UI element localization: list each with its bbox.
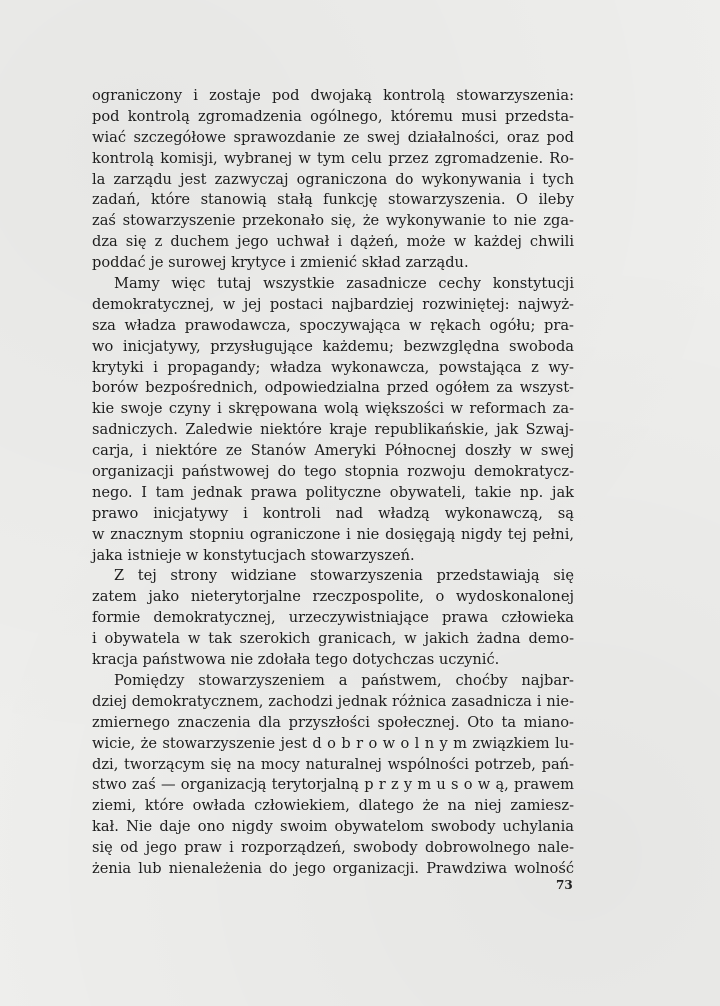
text-line: zaś stowarzyszenie przekonało się, że wykonywanie to nie zga- (92, 212, 574, 230)
text-line: pod kontrolą zgromadzenia ogólnego, któremu musi przedsta- (92, 107, 574, 125)
text-line: kontrolą komisji, wybranej w tym celu przez zgromadzenie. Ro- (92, 149, 574, 167)
text-line: dziej demokratycznem, zachodzi jednak różnica zasadnicza i nie- (92, 692, 574, 710)
text-line: i obywatela w tak szerokich granicach, w jakich żadna demo- (92, 630, 574, 648)
text-line: demokratycznej, w jej postaci najbardziej rozwiniętej: najwyż- (92, 295, 574, 313)
text-line: ziemi, które owłada człowiekiem, dlatego że na niej zamiesz- (92, 797, 574, 815)
text-line: ograniczony i zostaje pod dwojaką kontrolą stowarzyszenia: (92, 87, 574, 104)
text-line: zatem jako nieterytorjalne rzeczpospolite, o wydoskonalonej (92, 588, 574, 606)
text-line: Mamy więc tutaj wszystkie zasadnicze cechy konstytucji (114, 275, 574, 293)
text-line: zmiernego znaczenia dla przyszłości społecznej. Oto ta miano- (92, 713, 574, 731)
text-line: żenia lub nienależenia do jego organizacji. Prawdziwa wolność (92, 859, 574, 877)
text-line: stwo zaś — organizacją terytorjalną p r z y m u s o w ą, prawem (92, 776, 574, 794)
text-line: Z tej strony widziane stowarzyszenia przedstawiają się (114, 567, 574, 585)
text-line: sza władza prawodawcza, spoczywająca w rękach ogółu; pra- (92, 316, 574, 334)
text-line: carja, i niektóre ze Stanów Ameryki Północnej doszły w swej (92, 442, 574, 460)
text-line: zadań, które stanowią stałą funkcję stowarzyszenia. O ileby (92, 191, 574, 209)
text-line: la zarządu jest zazwyczaj ograniczona do wykonywania i tych (92, 170, 574, 188)
text-line: krytyki i propagandy; władza wykonawcza, powstająca z wy- (92, 358, 574, 376)
text-line: sadniczych. Zaledwie niektóre kraje republikańskie, jak Szwaj- (92, 421, 574, 439)
text-line: w znacznym stopniu ograniczone i nie dosięgają nigdy tej pełni, (92, 525, 574, 543)
page-number: 73 (556, 878, 573, 892)
text-line: się od jego praw i rozporządzeń, swobody dobrowolnego nale- (92, 839, 574, 857)
text-line: dzi, tworzącym się na mocy naturalnej wspólności potrzeb, pań- (92, 755, 574, 773)
text-line: wo inicjatywy, przysługujące każdemu; bezwzględna swoboda (92, 337, 574, 355)
text-line: kał. Nie daje ono nigdy swoim obywatelom swobody uchylania (92, 818, 574, 836)
text-line: jaka istnieje w konstytucjach stowarzyszeń. (92, 546, 415, 564)
text-line: poddać je surowej krytyce i zmienić skład zarządu. (92, 254, 469, 272)
body-text (92, 86, 574, 880)
text-line: wiać szczegółowe sprawozdanie ze swej działalności, oraz pod (92, 128, 574, 146)
text-line: prawo inicjatywy i kontroli nad władzą wykonawczą, są (92, 504, 574, 522)
text-line: organizacji państwowej do tego stopnia rozwoju demokratycz- (92, 463, 574, 481)
text-line: nego. I tam jednak prawa polityczne obywateli, takie np. jak (92, 483, 574, 501)
text-line: Pomiędzy stowarzyszeniem a państwem, choćby najbar- (114, 671, 574, 689)
text-line: borów bezpośrednich, odpowiedzialna przed ogółem za wszyst- (92, 379, 574, 397)
text-line: kie swoje czyny i skrępowana wolą większości w reformach za- (92, 400, 574, 418)
text-line: dza się z duchem jego uchwał i dążeń, może w każdej chwili (92, 233, 574, 251)
text-line: wicie, że stowarzyszenie jest d o b r o w o l n y m związkiem lu- (92, 734, 574, 752)
text-line: kracja państwowa nie zdołała tego dotychczas uczynić. (92, 651, 500, 669)
text-line: formie demokratycznej, urzeczywistniające prawa człowieka (92, 609, 574, 627)
